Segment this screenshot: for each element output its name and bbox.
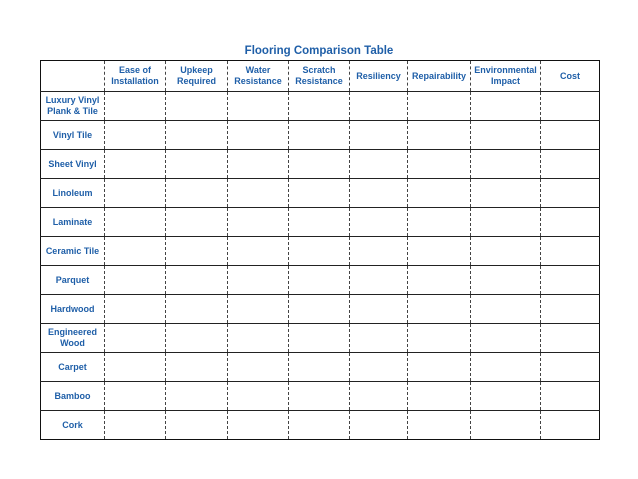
table-row: [41, 295, 600, 324]
table-cell[interactable]: [166, 295, 228, 324]
table-cell[interactable]: [228, 121, 289, 150]
table-cell[interactable]: [228, 411, 289, 440]
page-title: Flooring Comparison Table: [244, 45, 394, 57]
table-cell[interactable]: [228, 324, 289, 353]
table-cell[interactable]: [350, 411, 408, 440]
table-cell[interactable]: [228, 266, 289, 295]
table-cell[interactable]: [105, 382, 166, 411]
table-cell[interactable]: [408, 411, 471, 440]
table-row: [41, 121, 600, 150]
table-cell[interactable]: [166, 266, 228, 295]
table-cell[interactable]: [471, 295, 541, 324]
table-cell[interactable]: [471, 237, 541, 266]
column-header-repairability: Repairability: [408, 61, 471, 92]
table-cell[interactable]: [408, 324, 471, 353]
table-cell[interactable]: [105, 266, 166, 295]
table-cell[interactable]: [408, 353, 471, 382]
table-cell[interactable]: [228, 382, 289, 411]
table-cell[interactable]: [350, 382, 408, 411]
column-header-resiliency: Resiliency: [350, 61, 408, 92]
row-label: Ceramic Tile: [41, 237, 105, 266]
table-cell[interactable]: [408, 92, 471, 121]
table-row: [41, 324, 600, 353]
table-cell[interactable]: [105, 121, 166, 150]
row-label: Sheet Vinyl: [41, 150, 105, 179]
row-label: Hardwood: [41, 295, 105, 324]
table-row: [41, 237, 600, 266]
row-label: Bamboo: [41, 382, 105, 411]
table-cell[interactable]: [408, 295, 471, 324]
table-cell[interactable]: [408, 237, 471, 266]
table-cell[interactable]: [408, 382, 471, 411]
table-cell[interactable]: [408, 179, 471, 208]
table-cell[interactable]: [166, 324, 228, 353]
table-row: [41, 353, 600, 382]
table-cell[interactable]: [166, 121, 228, 150]
table-cell[interactable]: [350, 179, 408, 208]
table-cell[interactable]: [541, 179, 600, 208]
table-cell[interactable]: [350, 121, 408, 150]
column-header-upkeep-required: Upkeep Required: [166, 61, 228, 92]
row-label: Parquet: [41, 266, 105, 295]
table-cell[interactable]: [289, 121, 350, 150]
table-cell[interactable]: [228, 92, 289, 121]
header-row: [41, 61, 600, 92]
flooring-comparison-table: [40, 60, 600, 440]
table-cell[interactable]: [350, 324, 408, 353]
table-cell[interactable]: [289, 353, 350, 382]
table-cell[interactable]: [105, 295, 166, 324]
table-cell[interactable]: [105, 179, 166, 208]
column-header-corner: [41, 61, 105, 92]
row-label: Carpet: [41, 353, 105, 382]
table-cell[interactable]: [289, 382, 350, 411]
table-cell[interactable]: [541, 295, 600, 324]
table-row: [41, 179, 600, 208]
table-cell[interactable]: [166, 92, 228, 121]
row-label: Cork: [41, 411, 105, 440]
table-cell[interactable]: [228, 150, 289, 179]
table-cell[interactable]: [228, 208, 289, 237]
table-cell[interactable]: [166, 382, 228, 411]
table-cell[interactable]: [471, 324, 541, 353]
table-cell[interactable]: [471, 150, 541, 179]
table-cell[interactable]: [166, 237, 228, 266]
table-cell[interactable]: [289, 208, 350, 237]
row-label: Vinyl Tile: [41, 121, 105, 150]
table-row: [41, 382, 600, 411]
table-cell[interactable]: [541, 353, 600, 382]
column-header-ease-of-installation: Ease of Installation: [105, 61, 166, 92]
row-label: Luxury Vinyl Plank & Tile: [41, 92, 105, 121]
table-cell[interactable]: [166, 179, 228, 208]
table-cell[interactable]: [471, 121, 541, 150]
table-cell[interactable]: [471, 208, 541, 237]
table-cell[interactable]: [350, 150, 408, 179]
column-header-water-resistance: Water Resistance: [228, 61, 289, 92]
table-cell[interactable]: [541, 237, 600, 266]
table-cell[interactable]: [350, 92, 408, 121]
table-cell[interactable]: [541, 92, 600, 121]
table-cell[interactable]: [289, 179, 350, 208]
table-cell[interactable]: [408, 121, 471, 150]
table-cell[interactable]: [166, 208, 228, 237]
table-cell[interactable]: [350, 295, 408, 324]
table-cell[interactable]: [228, 295, 289, 324]
table-cell[interactable]: [289, 92, 350, 121]
table-cell[interactable]: [105, 353, 166, 382]
table-cell[interactable]: [289, 237, 350, 266]
table-cell[interactable]: [105, 237, 166, 266]
table-cell[interactable]: [166, 411, 228, 440]
table-cell[interactable]: [105, 411, 166, 440]
table-row: [41, 150, 600, 179]
table-cell[interactable]: [541, 382, 600, 411]
table-row: [41, 266, 600, 295]
table-cell[interactable]: [408, 208, 471, 237]
table-cell[interactable]: [166, 150, 228, 179]
table-cell[interactable]: [471, 411, 541, 440]
table-cell[interactable]: [471, 179, 541, 208]
table-cell[interactable]: [166, 353, 228, 382]
table-row: [41, 92, 600, 121]
table-cell[interactable]: [471, 353, 541, 382]
table-row: [41, 411, 600, 440]
table-cell[interactable]: [289, 324, 350, 353]
table-cell[interactable]: [350, 237, 408, 266]
table-cell[interactable]: [408, 266, 471, 295]
table-cell[interactable]: [471, 92, 541, 121]
table-cell[interactable]: [105, 208, 166, 237]
table-cell[interactable]: [408, 150, 471, 179]
table-row: [41, 208, 600, 237]
table-cell[interactable]: [471, 266, 541, 295]
table-cell[interactable]: [471, 382, 541, 411]
column-header-scratch-resistance: Scratch Resistance: [289, 61, 350, 92]
table-cell[interactable]: [541, 208, 600, 237]
table-cell[interactable]: [541, 150, 600, 179]
column-header-environmental-impact: Environmental Impact: [471, 61, 541, 92]
row-label: Laminate: [41, 208, 105, 237]
table-cell[interactable]: [541, 121, 600, 150]
table-cell[interactable]: [350, 266, 408, 295]
table-cell[interactable]: [105, 324, 166, 353]
table-cell[interactable]: [289, 411, 350, 440]
row-label: Engineered Wood: [41, 324, 105, 353]
table-cell[interactable]: [105, 92, 166, 121]
table-cell[interactable]: [105, 150, 166, 179]
row-label: Linoleum: [41, 179, 105, 208]
table-cell[interactable]: [350, 208, 408, 237]
table-cell[interactable]: [541, 411, 600, 440]
table-cell[interactable]: [228, 179, 289, 208]
table-cell[interactable]: [350, 353, 408, 382]
table-cell[interactable]: [541, 266, 600, 295]
table-cell[interactable]: [228, 237, 289, 266]
table-cell[interactable]: [289, 295, 350, 324]
table-cell[interactable]: [228, 353, 289, 382]
table-cell[interactable]: [289, 150, 350, 179]
column-header-cost: Cost: [541, 61, 600, 92]
table-cell[interactable]: [541, 324, 600, 353]
table-cell[interactable]: [289, 266, 350, 295]
